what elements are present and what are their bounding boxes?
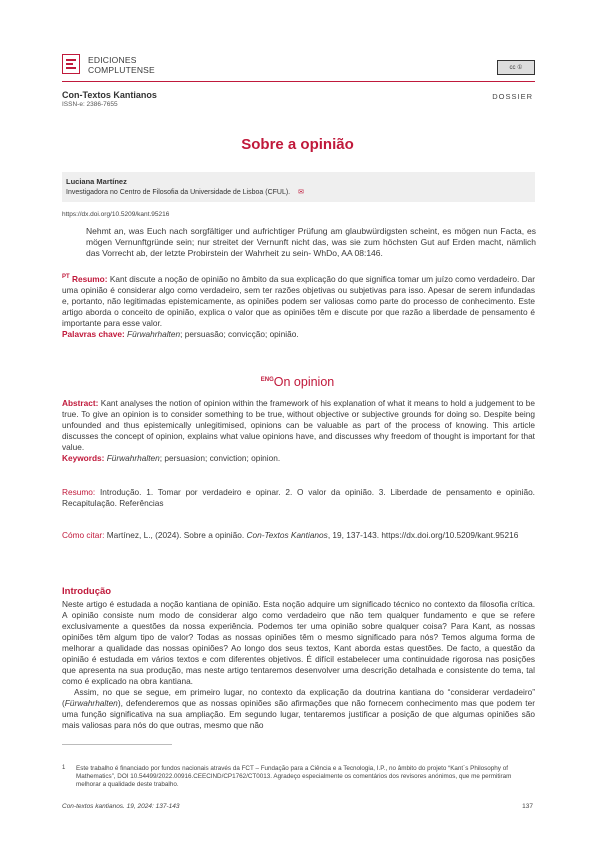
intro-p2-italic: Fürwahrhalten — [64, 698, 118, 708]
article-title: Sobre a opinião — [241, 136, 354, 153]
cite-pre: Martínez, L., (2024). Sobre a opinião. — [106, 530, 245, 540]
abstract-label: Abstract: — [62, 398, 99, 408]
footnote-text: Este trabalho é financiado por fundos nacionais através da FCT – Fundação para a Ciência e a Tecnologia, I.P., no âmbito do projeto “Kant´s Philosophy of Mathematics”, DOI 10.54499/2022.00916.CEECIND/CP1762/CT0013. Agradeço especialmente os comentários dos revisores anónimos, que me permitiram melhorar a qualidade deste trabalho. — [76, 765, 512, 788]
doi-link[interactable]: https://dx.doi.org/10.5209/kant.95216 — [62, 211, 170, 218]
journal-issn: ISSN-e: 2386-7655 — [62, 101, 118, 108]
abstract-block — [62, 398, 535, 464]
publisher-line1: EDICIONES — [88, 55, 137, 65]
author-affiliation — [66, 188, 304, 196]
footer-citation: Con-textos kantianos. 19, 2024: 137-143 — [62, 803, 180, 810]
publisher-line2: COMPLUTENSE — [88, 65, 155, 75]
author-box — [62, 172, 535, 202]
publisher-logo — [62, 54, 80, 74]
resumo-block — [62, 272, 535, 340]
publisher-name — [88, 55, 155, 75]
resumo-text: Kant discute a noção de opinião no âmbito da sua explicação do que significa tomar um juízo como verdadeiro. Dar uma opinião é considerar algo como verdadeiro, sem ter razões objetivas ou subjetivas para isso. Apesar de serem infundadas e, portanto, não legitimadas epistemicamente, as opiniões podem ser valiosas como parte do processo de conhecimento. Este artigo aborda o conceito de opinião, explica o valor que as opiniões têm e discute por que razão a liberdade de pensamento é importante para esse valor. — [62, 273, 535, 328]
affiliation-text: Investigadora no Centro de Filosofia da Universidade de Lisboa (CFUL). — [66, 189, 291, 196]
page-number: 137 — [522, 803, 533, 810]
summary-text: Introdução. 1. Tomar por verdadeiro e opinar. 2. O valor da opinião. 3. Liberdade de pensamento e opinião. Recapitulação. Referências — [62, 487, 535, 508]
palavras-rest: ; persuasão; convicção; opinião. — [180, 328, 299, 339]
intro-p2-pre: Assim, no que se segue, em primeiro lugar, no contexto da explicação da doutrina kantiana do “considerar verdadeiro” ( — [62, 687, 535, 708]
footnote-number: 1 — [62, 765, 66, 771]
palavras-italic: Fürwahrhalten — [127, 328, 181, 339]
epigraph: Nehmt an, was Euch nach sorgfältiger und aufrichtiger Prüfung am glaubwürdigsten scheint, es mögen nun Facta, es mögen Vernunftgründe sein; nur streitet der Vernunft nicht das, was sie zum höchsten Gut auf Erden macht, nämlich das Vorrecht ab, der letzte Probirstein der Wahrheit zu sein- WhDo, AA 08:146. — [86, 226, 536, 258]
intro-paragraph-1: Neste artigo é estudada a noção kantiana de opinião. Esta noção adquire um significado técnico no contexto da filosofia crítica. A opinião consiste num modo de considerar algo como verdadeiro que não tem qualquer fundamento e que se refere exclusivamente a questões da nossa experiência. Podemos ter uma opinião sobre qualquer coisa? Para Kant, as nossas opiniões têm algum tipo de valor? Todas as nossas opiniões têm o mesmo significado para nós? Temos alguma forma de melhorar a qualidade das nossas opiniões? Ao longo dos seus textos, Kant aborda estas questões. De facto, a questão da opinião é estudada em vários textos e com diferentes objetivos. É difícil estabelecer uma continuidade rigorosa nas posições que apresenta na sua produção, mas neste artigo tentaremos desenvolver uma descrição detalhada e consistente do tema, tal como é explicado na obra kantiana. — [62, 599, 535, 686]
cite-journal: Con-Textos Kantianos — [246, 530, 328, 540]
cite-label: Cómo citar: — [62, 530, 105, 540]
pt-tag: PT — [62, 274, 70, 280]
header-divider — [62, 81, 535, 82]
resumo-label: Resumo: — [72, 273, 108, 284]
keywords-rest: ; persuasion; conviction; opinion. — [159, 453, 281, 463]
abstract-text: Kant analyses the notion of opinion within the framework of his explanation of what it means to hold a judgement to be true. To give an opinion is to consider something to be true, without objective or subjective grounds for doing so. Despite being unfounded and thus epistemically unlegitimised, opinions can be valuable as part of the process of knowing. This article discusses the concept of opinion, explains what value opinions have, and discusses why freedom of thought is important for that value. — [62, 398, 535, 452]
section-label: DOSSIER — [492, 92, 533, 101]
envelope-icon[interactable]: ✉ — [298, 189, 304, 196]
english-title — [0, 375, 595, 389]
eng-title-text: On opinion — [273, 375, 335, 389]
cite-post[interactable]: , 19, 137-143. https://dx.doi.org/10.5209/kant.95216 — [327, 530, 519, 540]
keywords-label: Keywords: — [62, 453, 105, 463]
palavras-label: Palavras chave: — [62, 328, 125, 339]
eng-tag: ENG — [260, 376, 274, 383]
intro-heading: Introdução — [62, 586, 112, 597]
intro-paragraph-2 — [62, 687, 535, 731]
keywords-italic: Fürwahrhalten — [106, 453, 160, 463]
author-name: Luciana Martínez — [66, 177, 127, 186]
intro-p2-post: ), defenderemos que as nossas opiniões são afirmações que não fornecem conhecimento mas que podem ter uma função significativa na sua ampliação. Em segundo lugar, tentaremos justificar a posição de que algumas opiniões são mais valiosas para nós do que outras, mesmo que não — [62, 698, 535, 730]
cite-block — [62, 530, 535, 541]
summary-block — [62, 487, 535, 509]
footnote-divider — [62, 744, 172, 745]
summary-label: Resumo: — [62, 487, 96, 497]
journal-name: Con-Textos Kantianos — [62, 90, 157, 100]
cc-license-badge — [497, 60, 535, 75]
cc-license-text: cc ① — [509, 65, 523, 71]
